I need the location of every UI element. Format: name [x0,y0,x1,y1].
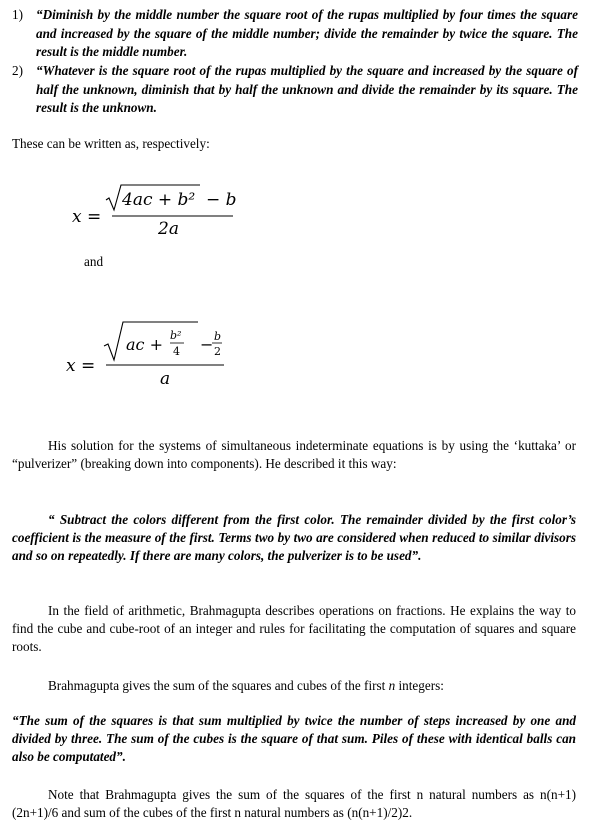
block-quote: “ Subtract the colors different from the first color. The remainder divided by the first color’s coefficient is the measure of the first. Terms two by two are considered when reduced to similar divisors and so on repeatedly. If there are many colors, the pulverizer is to be used”. [12,512,576,563]
equation-1-denominator: 2a [158,219,179,239]
paragraph [12,677,576,695]
equation-2-half-numerator: b [214,330,222,343]
equation-2-inner-numerator: b² [170,329,182,342]
equation-1-radicand: 4ac + b² [122,190,196,210]
list-number: 1) [12,7,23,22]
equation-1 [60,182,260,242]
paragraph: In the field of arithmetic, Brahmagupta describes operations on fractions. He explains the way to find the cube and cube-root of an integer and rules for facilitating the computation of squares and square roots. [12,603,576,654]
list-item-text: “Whatever is the square root of the rupas multiplied by the square and increased by the square of half the unknown, diminish that by half the unknown and divide the remainder by its square. The result is the unknown. [36,63,578,115]
equation-2-inner-denominator: 4 [173,345,180,358]
connector-text: and [84,254,104,269]
list-item [12,62,578,118]
equation-1-minus-b: − b [206,190,237,210]
paragraph-text: Brahmagupta gives the sum of the squares and cubes of the first [48,678,389,693]
intro-text: These can be written as, respectively: [12,136,210,151]
list-item [12,6,578,62]
paragraph-text: integers: [395,678,444,693]
equation-2-half-denominator: 2 [214,345,221,358]
equation-2-lhs: x = [66,356,96,376]
equation-2-radicand-term: ac + [126,335,163,354]
block-quote: “The sum of the squares is that sum multiplied by twice the number of steps increased by one and divided by three. The sum of the cubes is the square of that sum. Piles of these with identical balls can also be computated”. [12,713,576,764]
equation-2-denominator: a [160,369,171,389]
list-number: 2) [12,63,23,78]
paragraph: Note that Brahmagupta gives the sum of the squares of the first n natural numbers as n(n+1)(2n+1)/6 and sum of the cubes of the first n natural numbers as (n(n+1)/2)2. [12,787,576,820]
list-item-text: “Diminish by the middle number the square root of the rupas multiplied by four times the square and increased by the square of the middle number; divide the remainder by twice the square. The result is the middle number. [36,7,578,59]
equation-1-lhs: x = [72,207,102,227]
equation-2 [60,318,260,393]
paragraph: His solution for the systems of simultaneous indeterminate equations is by using the ‘kuttaka’ or “pulverizer” (breaking down into components). He described it this way: [12,438,576,471]
variable-n: n [388,678,396,693]
equation-2-minus: − [200,335,214,354]
